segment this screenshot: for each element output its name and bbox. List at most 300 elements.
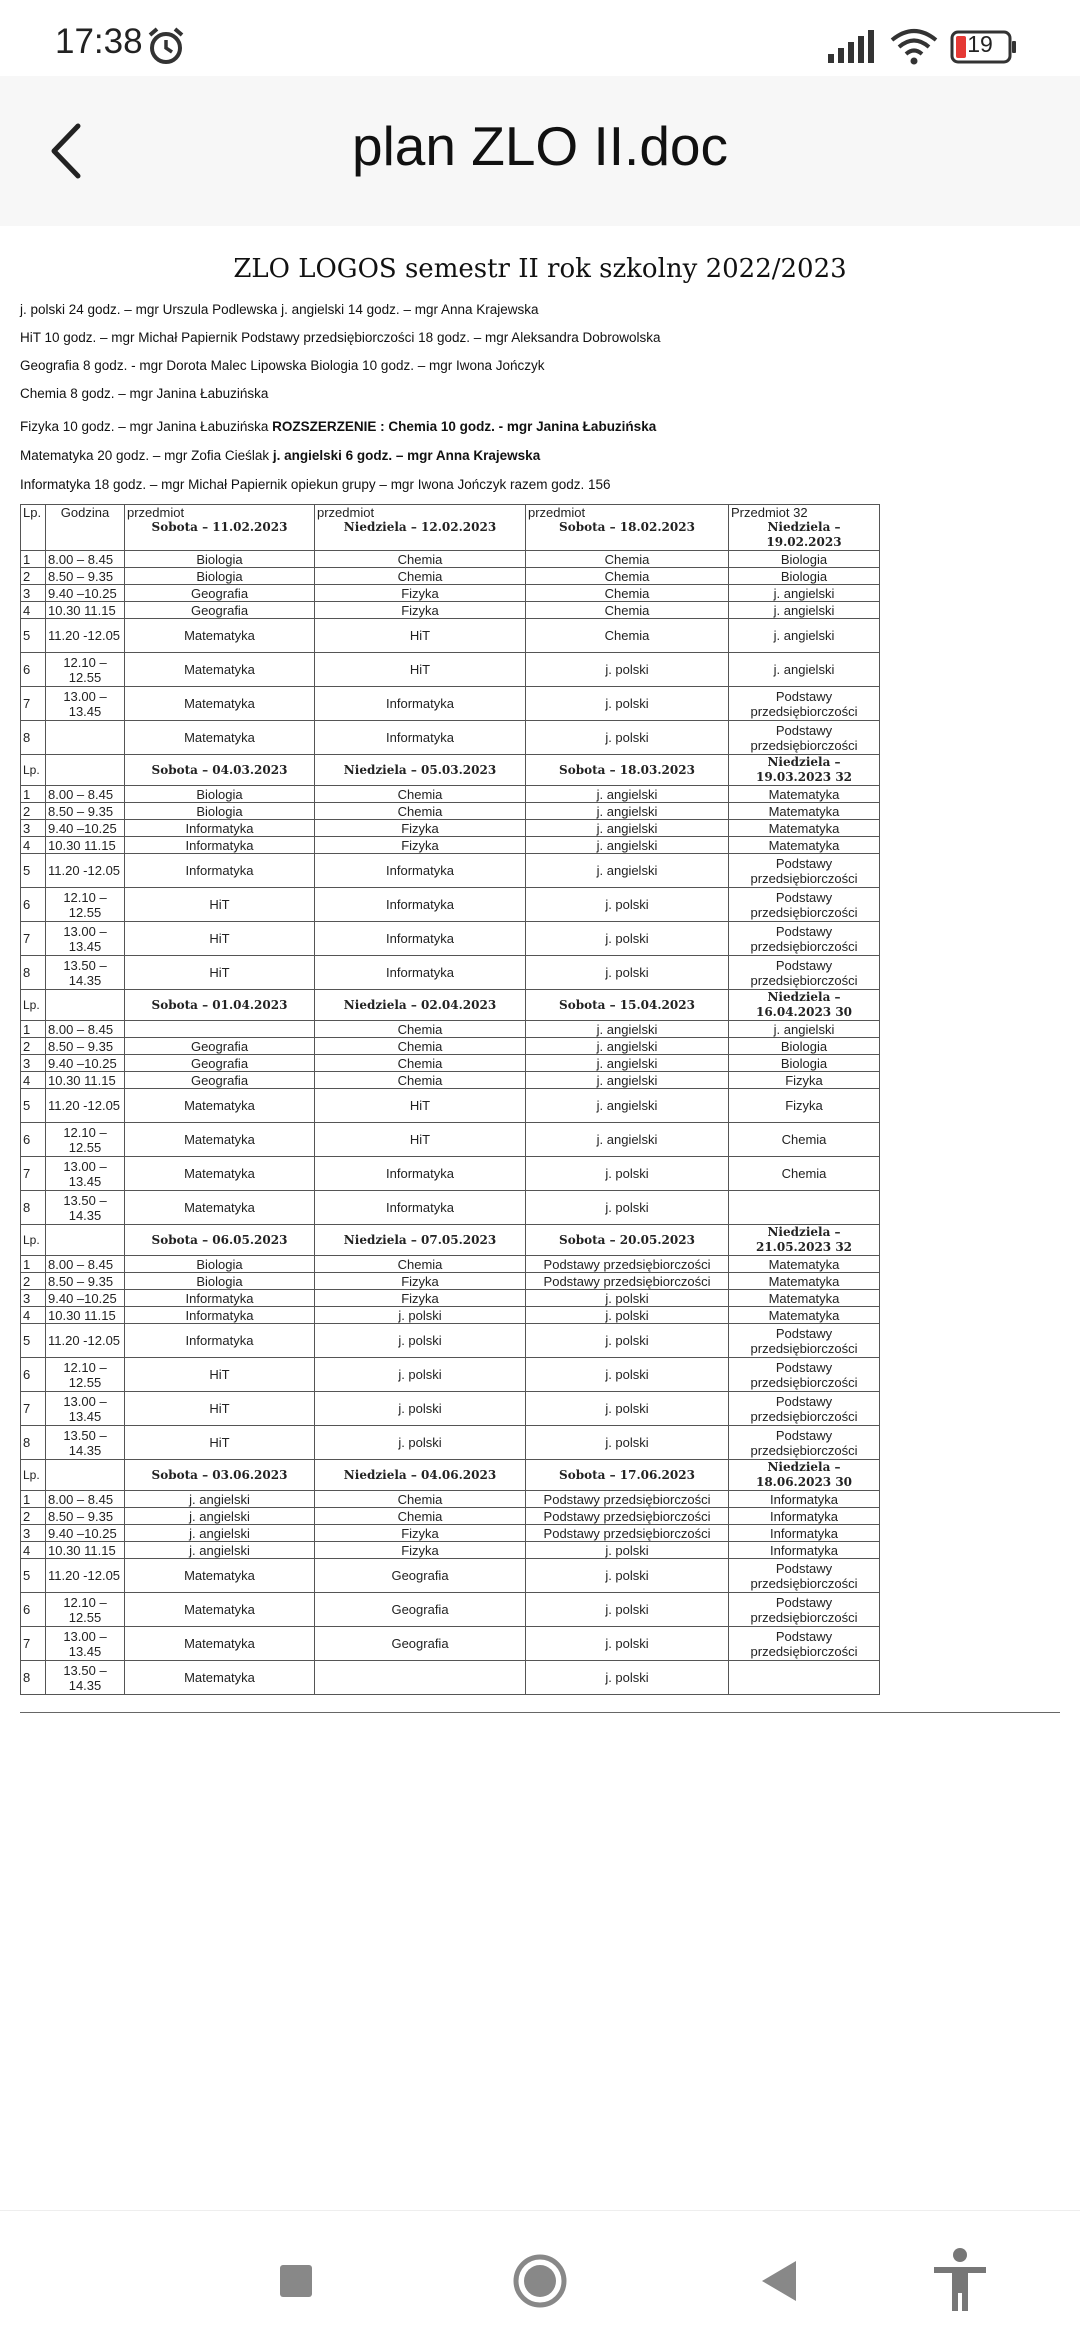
subject-cell: Informatyka bbox=[729, 1491, 880, 1508]
row-number: 7 bbox=[21, 1157, 46, 1191]
subject-cell: Podstawy przedsiębiorczości bbox=[526, 1525, 729, 1542]
time-cell: 8.00 – 8.45 bbox=[46, 1021, 125, 1038]
subject-cell: HiT bbox=[125, 1392, 315, 1426]
subject-cell: Informatyka bbox=[315, 956, 526, 990]
subject-cell: Geografia bbox=[315, 1593, 526, 1627]
subject-cell: j. polski bbox=[526, 1627, 729, 1661]
subject-cell: Podstawy przedsiębiorczości bbox=[526, 1273, 729, 1290]
subject-cell: j. angielski bbox=[526, 1089, 729, 1123]
alarm-icon bbox=[146, 26, 186, 66]
date-header-cell: Sobota – 01.04.2023 bbox=[125, 990, 315, 1021]
app-bar bbox=[0, 76, 1080, 226]
schedule-table bbox=[20, 504, 880, 1695]
time-cell: 11.20 -12.05 bbox=[46, 1324, 125, 1358]
subject-cell: Matematyka bbox=[729, 837, 880, 854]
row-number: 1 bbox=[21, 1491, 46, 1508]
row-number: 1 bbox=[21, 551, 46, 568]
subject-cell: j. polski bbox=[526, 653, 729, 687]
date-header-cell: Niedziela – 16.04.2023 30 bbox=[729, 990, 880, 1021]
subject-cell: j. angielski bbox=[526, 1038, 729, 1055]
subject-cell: Chemia bbox=[526, 551, 729, 568]
subject-cell: j. angielski bbox=[526, 1072, 729, 1089]
table-row bbox=[21, 602, 880, 619]
subject-cell: Matematyka bbox=[729, 1290, 880, 1307]
subject-cell: Matematyka bbox=[125, 1593, 315, 1627]
subject-cell: Informatyka bbox=[125, 1290, 315, 1307]
document-heading: ZLO LOGOS semestr II rok szkolny 2022/2023 bbox=[233, 254, 847, 284]
time-cell: 8.00 – 8.45 bbox=[46, 1256, 125, 1273]
table-row bbox=[21, 888, 880, 922]
table-row bbox=[21, 1089, 880, 1123]
subject-cell: j. polski bbox=[315, 1426, 526, 1460]
row-number: 8 bbox=[21, 956, 46, 990]
subject-cell: Fizyka bbox=[315, 585, 526, 602]
date-header-cell: Niedziela – 02.04.2023 bbox=[315, 990, 526, 1021]
date-header-cell: Sobota – 20.05.2023 bbox=[526, 1225, 729, 1256]
time-cell: 11.20 -12.05 bbox=[46, 619, 125, 653]
subject-cell: j. polski bbox=[315, 1324, 526, 1358]
subject-cell: Podstawy przedsiębiorczości bbox=[729, 1627, 880, 1661]
row-number: 7 bbox=[21, 1392, 46, 1426]
subject-cell: HiT bbox=[125, 1358, 315, 1392]
row-number: 4 bbox=[21, 1072, 46, 1089]
table-row bbox=[21, 1290, 880, 1307]
subject-cell bbox=[729, 1191, 880, 1225]
subject-cell: Fizyka bbox=[315, 602, 526, 619]
subject-cell: Fizyka bbox=[315, 837, 526, 854]
table-row bbox=[21, 922, 880, 956]
subject-cell: Informatyka bbox=[729, 1542, 880, 1559]
subject-cell: Chemia bbox=[315, 551, 526, 568]
subject-cell: Podstawy przedsiębiorczości bbox=[729, 888, 880, 922]
row-number: 5 bbox=[21, 619, 46, 653]
subject-cell: Geografia bbox=[125, 1055, 315, 1072]
subject-cell: Informatyka bbox=[125, 1324, 315, 1358]
info-line-6-bold: j. angielski 6 godz. – mgr Anna Krajewska bbox=[272, 448, 541, 463]
column-header-subject: przedmiot bbox=[528, 505, 586, 520]
subject-cell: Podstawy przedsiębiorczości bbox=[729, 1593, 880, 1627]
column-header-subject: przedmiot bbox=[317, 505, 375, 520]
table-row bbox=[21, 721, 880, 755]
subject-cell: j. polski bbox=[315, 1392, 526, 1426]
subject-cell: Chemia bbox=[315, 1491, 526, 1508]
info-line-5-bold: ROZSZERZENIE : Chemia 10 godz. - mgr Janina Łabuzińska bbox=[272, 419, 657, 434]
row-number: 2 bbox=[21, 1038, 46, 1055]
subject-cell: Chemia bbox=[526, 602, 729, 619]
header-cell: Lp. bbox=[21, 1225, 46, 1256]
subject-cell: Chemia bbox=[315, 1072, 526, 1089]
row-number: 6 bbox=[21, 1593, 46, 1627]
info-line-5-text: Fizyka 10 godz. – mgr Janina Łabuzińska bbox=[20, 419, 273, 434]
subject-cell: Geografia bbox=[125, 585, 315, 602]
row-number: 8 bbox=[21, 1426, 46, 1460]
row-number: 2 bbox=[21, 1508, 46, 1525]
subject-cell: Biologia bbox=[125, 1256, 315, 1273]
subject-cell: j. polski bbox=[526, 956, 729, 990]
column-header-subject: przedmiot bbox=[127, 505, 185, 520]
subject-cell: Fizyka bbox=[315, 1273, 526, 1290]
subject-cell: Chemia bbox=[315, 786, 526, 803]
table-row bbox=[21, 1273, 880, 1290]
column-header-godzina: Godzina bbox=[46, 505, 125, 551]
subject-cell: j. angielski bbox=[526, 1021, 729, 1038]
table-row bbox=[21, 854, 880, 888]
time-cell: 9.40 –10.25 bbox=[46, 585, 125, 602]
subject-cell: Podstawy przedsiębiorczości bbox=[526, 1491, 729, 1508]
subject-cell: j. polski bbox=[526, 1426, 729, 1460]
subject-cell: Chemia bbox=[729, 1123, 880, 1157]
subject-cell: Chemia bbox=[315, 1256, 526, 1273]
date-header-cell: Sobota – 15.04.2023 bbox=[526, 990, 729, 1021]
row-number: 2 bbox=[21, 1273, 46, 1290]
date-header-cell: Sobota – 06.05.2023 bbox=[125, 1225, 315, 1256]
info-line-6-text: Matematyka 20 godz. – mgr Zofia Cieślak bbox=[20, 448, 273, 463]
date-header-row bbox=[21, 1225, 880, 1256]
subject-cell: HiT bbox=[315, 653, 526, 687]
column-header-subject: Przedmiot 32 bbox=[731, 505, 808, 520]
header-cell bbox=[46, 755, 125, 786]
header-cell bbox=[46, 1225, 125, 1256]
status-bar bbox=[0, 0, 1080, 76]
subject-cell bbox=[125, 1021, 315, 1038]
subject-cell: Informatyka bbox=[729, 1508, 880, 1525]
date-header-cell: Niedziela – 04.06.2023 bbox=[315, 1460, 526, 1491]
time-cell: 11.20 -12.05 bbox=[46, 854, 125, 888]
document-page[interactable] bbox=[0, 226, 1080, 1726]
subject-cell: Chemia bbox=[315, 1055, 526, 1072]
date-header-cell: Niedziela – 05.03.2023 bbox=[315, 755, 526, 786]
row-number: 5 bbox=[21, 1559, 46, 1593]
subject-cell: j. polski bbox=[526, 721, 729, 755]
table-row bbox=[21, 1426, 880, 1460]
info-line-3: Geografia 8 godz. - mgr Dorota Malec Lipowska Biologia 10 godz. – mgr Iwona Jończyk bbox=[20, 358, 545, 373]
row-number: 5 bbox=[21, 1324, 46, 1358]
row-number: 3 bbox=[21, 1290, 46, 1307]
row-number: 4 bbox=[21, 1542, 46, 1559]
subject-cell: j. angielski bbox=[125, 1508, 315, 1525]
subject-cell: Matematyka bbox=[729, 1307, 880, 1324]
subject-cell: Matematyka bbox=[125, 1191, 315, 1225]
table-row bbox=[21, 1021, 880, 1038]
subject-cell: Informatyka bbox=[729, 1525, 880, 1542]
subject-cell: Biologia bbox=[125, 803, 315, 820]
subject-cell: Podstawy przedsiębiorczości bbox=[729, 1426, 880, 1460]
subject-cell: j. polski bbox=[526, 1324, 729, 1358]
subject-cell: Podstawy przedsiębiorczości bbox=[729, 1559, 880, 1593]
subject-cell: Matematyka bbox=[125, 1157, 315, 1191]
date-header-cell: Niedziela – 07.05.2023 bbox=[315, 1225, 526, 1256]
navigation-bar bbox=[0, 2210, 1080, 2341]
table-row bbox=[21, 1324, 880, 1358]
time-cell: 8.00 – 8.45 bbox=[46, 786, 125, 803]
table-row bbox=[21, 1055, 880, 1072]
subject-cell: Fizyka bbox=[315, 1525, 526, 1542]
table-row bbox=[21, 786, 880, 803]
header-cell bbox=[46, 990, 125, 1021]
subject-cell: Biologia bbox=[729, 568, 880, 585]
subject-cell: Matematyka bbox=[125, 721, 315, 755]
table-row bbox=[21, 551, 880, 568]
back-icon bbox=[740, 2241, 820, 2321]
time-cell: 11.20 -12.05 bbox=[46, 1089, 125, 1123]
table-row bbox=[21, 1256, 880, 1273]
subject-cell: j. angielski bbox=[526, 786, 729, 803]
subject-cell: Informatyka bbox=[315, 922, 526, 956]
subject-cell: Matematyka bbox=[729, 786, 880, 803]
subject-cell bbox=[729, 1661, 880, 1695]
column-header-date: Sobota – 11.02.2023 bbox=[151, 520, 288, 534]
subject-cell: j. polski bbox=[526, 1191, 729, 1225]
subject-cell: Geografia bbox=[125, 1038, 315, 1055]
document-title: plan ZLO II.doc bbox=[351, 115, 729, 177]
table-header-row bbox=[21, 505, 880, 551]
subject-cell: j. polski bbox=[526, 687, 729, 721]
subject-cell: j. polski bbox=[526, 1559, 729, 1593]
subject-cell: Informatyka bbox=[315, 888, 526, 922]
time-cell: 13.00 – 13.45 bbox=[46, 1392, 125, 1426]
table-row bbox=[21, 1559, 880, 1593]
row-number: 7 bbox=[21, 687, 46, 721]
table-row bbox=[21, 1525, 880, 1542]
subject-cell: j. angielski bbox=[125, 1491, 315, 1508]
time-cell: 12.10 – 12.55 bbox=[46, 888, 125, 922]
column-header-day bbox=[729, 505, 880, 551]
column-header-day bbox=[315, 505, 526, 551]
row-number: 8 bbox=[21, 721, 46, 755]
subject-cell: Podstawy przedsiębiorczości bbox=[526, 1508, 729, 1525]
row-number: 6 bbox=[21, 888, 46, 922]
date-header-cell: Sobota – 04.03.2023 bbox=[125, 755, 315, 786]
row-number: 1 bbox=[21, 1256, 46, 1273]
time-cell: 8.50 – 9.35 bbox=[46, 803, 125, 820]
subject-cell: Biologia bbox=[729, 1038, 880, 1055]
time-cell: 10.30 11.15 bbox=[46, 837, 125, 854]
subject-cell: Matematyka bbox=[125, 653, 315, 687]
row-number: 1 bbox=[21, 786, 46, 803]
row-number: 7 bbox=[21, 1627, 46, 1661]
status-time: 17:38 bbox=[55, 22, 143, 61]
subject-cell: j. angielski bbox=[526, 1123, 729, 1157]
date-header-cell: Niedziela – 18.06.2023 30 bbox=[729, 1460, 880, 1491]
subject-cell: HiT bbox=[315, 1123, 526, 1157]
time-cell: 8.50 – 9.35 bbox=[46, 568, 125, 585]
subject-cell: Matematyka bbox=[125, 1627, 315, 1661]
row-number: 1 bbox=[21, 1021, 46, 1038]
time-cell: 13.50 – 14.35 bbox=[46, 1661, 125, 1695]
table-row bbox=[21, 1542, 880, 1559]
home-button[interactable] bbox=[500, 2241, 580, 2321]
subject-cell: j. angielski bbox=[729, 602, 880, 619]
table-row bbox=[21, 687, 880, 721]
table-row bbox=[21, 1627, 880, 1661]
subject-cell: j. angielski bbox=[729, 653, 880, 687]
date-header-cell: Sobota – 18.03.2023 bbox=[526, 755, 729, 786]
subject-cell: Podstawy przedsiębiorczości bbox=[729, 956, 880, 990]
subject-cell: Geografia bbox=[125, 602, 315, 619]
battery-level: 19 bbox=[967, 31, 993, 57]
table-row bbox=[21, 1593, 880, 1627]
row-number: 5 bbox=[21, 1089, 46, 1123]
info-line-4: Chemia 8 godz. – mgr Janina Łabuzińska bbox=[20, 386, 269, 401]
table-row bbox=[21, 1358, 880, 1392]
wifi-icon bbox=[888, 26, 940, 66]
table-row bbox=[21, 1072, 880, 1089]
time-cell: 11.20 -12.05 bbox=[46, 1559, 125, 1593]
table-row bbox=[21, 1508, 880, 1525]
page-divider bbox=[20, 1712, 1060, 1713]
subject-cell: Geografia bbox=[315, 1627, 526, 1661]
column-header-lp: Lp. bbox=[21, 505, 46, 551]
row-number: 8 bbox=[21, 1191, 46, 1225]
time-cell: 10.30 11.15 bbox=[46, 1542, 125, 1559]
row-number: 4 bbox=[21, 602, 46, 619]
date-header-row bbox=[21, 990, 880, 1021]
subject-cell: j. angielski bbox=[526, 803, 729, 820]
subject-cell: j. polski bbox=[526, 1307, 729, 1324]
subject-cell: Biologia bbox=[125, 551, 315, 568]
subject-cell: Biologia bbox=[729, 551, 880, 568]
row-number: 6 bbox=[21, 1123, 46, 1157]
subject-cell: HiT bbox=[315, 1089, 526, 1123]
column-header-date: Niedziela – 19.02.2023 bbox=[766, 520, 842, 549]
date-header-row bbox=[21, 755, 880, 786]
date-header-cell: Sobota – 17.06.2023 bbox=[526, 1460, 729, 1491]
column-header-date: Niedziela – 12.02.2023 bbox=[343, 520, 497, 534]
subject-cell: Geografia bbox=[315, 1559, 526, 1593]
table-row bbox=[21, 1123, 880, 1157]
time-cell: 8.50 – 9.35 bbox=[46, 1273, 125, 1290]
subject-cell: Matematyka bbox=[729, 1273, 880, 1290]
subject-cell: Informatyka bbox=[125, 837, 315, 854]
row-number: 3 bbox=[21, 820, 46, 837]
subject-cell: j. polski bbox=[526, 1157, 729, 1191]
subject-cell: Podstawy przedsiębiorczości bbox=[729, 1324, 880, 1358]
time-cell: 13.00 – 13.45 bbox=[46, 922, 125, 956]
time-cell bbox=[46, 721, 125, 755]
subject-cell: HiT bbox=[315, 619, 526, 653]
row-number: 8 bbox=[21, 1661, 46, 1695]
nav-back-button[interactable] bbox=[740, 2241, 820, 2321]
row-number: 3 bbox=[21, 1055, 46, 1072]
subject-cell: j. angielski bbox=[526, 1055, 729, 1072]
table-row bbox=[21, 568, 880, 585]
row-number: 4 bbox=[21, 1307, 46, 1324]
subject-cell: Chemia bbox=[315, 568, 526, 585]
subject-cell: j. polski bbox=[526, 888, 729, 922]
table-row bbox=[21, 653, 880, 687]
row-number: 7 bbox=[21, 922, 46, 956]
accessibility-button[interactable] bbox=[920, 2241, 1000, 2321]
subject-cell: Chemia bbox=[315, 1021, 526, 1038]
info-line-1: j. polski 24 godz. – mgr Urszula Podlewska j. angielski 14 godz. – mgr Anna Krajewska bbox=[20, 302, 539, 317]
row-number: 3 bbox=[21, 585, 46, 602]
table-row bbox=[21, 1157, 880, 1191]
row-number: 5 bbox=[21, 854, 46, 888]
subject-cell: Informatyka bbox=[125, 854, 315, 888]
subject-cell: HiT bbox=[125, 956, 315, 990]
subject-cell: Matematyka bbox=[125, 687, 315, 721]
date-header-cell: Niedziela – 19.03.2023 32 bbox=[729, 755, 880, 786]
table-row bbox=[21, 837, 880, 854]
time-cell: 9.40 –10.25 bbox=[46, 1525, 125, 1542]
subject-cell: j. polski bbox=[526, 922, 729, 956]
row-number: 6 bbox=[21, 653, 46, 687]
time-cell: 12.10 – 12.55 bbox=[46, 1123, 125, 1157]
subject-cell: j. angielski bbox=[125, 1525, 315, 1542]
subject-cell: Informatyka bbox=[315, 687, 526, 721]
signal-icon bbox=[826, 28, 876, 64]
subject-cell: j. polski bbox=[526, 1290, 729, 1307]
time-cell: 9.40 –10.25 bbox=[46, 1055, 125, 1072]
info-line-6 bbox=[20, 448, 540, 463]
column-header-date: Sobota – 18.02.2023 bbox=[559, 520, 695, 534]
subject-cell: Fizyka bbox=[729, 1089, 880, 1123]
home-icon bbox=[500, 2241, 580, 2321]
time-cell: 13.00 – 13.45 bbox=[46, 1157, 125, 1191]
subject-cell: Chemia bbox=[315, 803, 526, 820]
subject-cell: Informatyka bbox=[315, 1191, 526, 1225]
subject-cell: Matematyka bbox=[125, 1123, 315, 1157]
subject-cell: Chemia bbox=[526, 568, 729, 585]
time-cell: 13.50 – 14.35 bbox=[46, 1426, 125, 1460]
header-cell: Lp. bbox=[21, 755, 46, 786]
table-row bbox=[21, 956, 880, 990]
info-line-5 bbox=[20, 419, 656, 434]
subject-cell: Biologia bbox=[125, 1273, 315, 1290]
subject-cell: Chemia bbox=[729, 1157, 880, 1191]
subject-cell: Informatyka bbox=[315, 721, 526, 755]
time-cell: 13.50 – 14.35 bbox=[46, 956, 125, 990]
subject-cell: j. angielski bbox=[526, 820, 729, 837]
subject-cell: Informatyka bbox=[125, 1307, 315, 1324]
accessibility-icon bbox=[920, 2241, 1000, 2321]
time-cell: 8.00 – 8.45 bbox=[46, 551, 125, 568]
subject-cell: j. polski bbox=[315, 1358, 526, 1392]
subject-cell: j. angielski bbox=[526, 837, 729, 854]
time-cell: 12.10 – 12.55 bbox=[46, 653, 125, 687]
time-cell: 12.10 – 12.55 bbox=[46, 1358, 125, 1392]
time-cell: 9.40 –10.25 bbox=[46, 820, 125, 837]
subject-cell: Matematyka bbox=[729, 803, 880, 820]
table-row bbox=[21, 1191, 880, 1225]
subject-cell: Biologia bbox=[125, 568, 315, 585]
time-cell: 8.50 – 9.35 bbox=[46, 1038, 125, 1055]
time-cell: 10.30 11.15 bbox=[46, 1307, 125, 1324]
row-number: 3 bbox=[21, 1525, 46, 1542]
subject-cell: j. angielski bbox=[125, 1542, 315, 1559]
time-cell: 9.40 –10.25 bbox=[46, 1290, 125, 1307]
time-cell: 10.30 11.15 bbox=[46, 1072, 125, 1089]
row-number: 6 bbox=[21, 1358, 46, 1392]
time-cell: 12.10 – 12.55 bbox=[46, 1593, 125, 1627]
subject-cell: Geografia bbox=[125, 1072, 315, 1089]
subject-cell: Matematyka bbox=[125, 1661, 315, 1695]
recents-button[interactable] bbox=[256, 2241, 336, 2321]
time-cell: 10.30 11.15 bbox=[46, 602, 125, 619]
table-row bbox=[21, 585, 880, 602]
subject-cell: Matematyka bbox=[729, 1256, 880, 1273]
subject-cell: j. polski bbox=[526, 1593, 729, 1627]
subject-cell: Podstawy przedsiębiorczości bbox=[729, 1392, 880, 1426]
time-cell: 13.00 – 13.45 bbox=[46, 1627, 125, 1661]
subject-cell: j. polski bbox=[315, 1307, 526, 1324]
table-row bbox=[21, 1307, 880, 1324]
table-row bbox=[21, 1392, 880, 1426]
subject-cell: Chemia bbox=[315, 1038, 526, 1055]
table-row bbox=[21, 1491, 880, 1508]
row-number: 2 bbox=[21, 568, 46, 585]
subject-cell: j. angielski bbox=[729, 619, 880, 653]
